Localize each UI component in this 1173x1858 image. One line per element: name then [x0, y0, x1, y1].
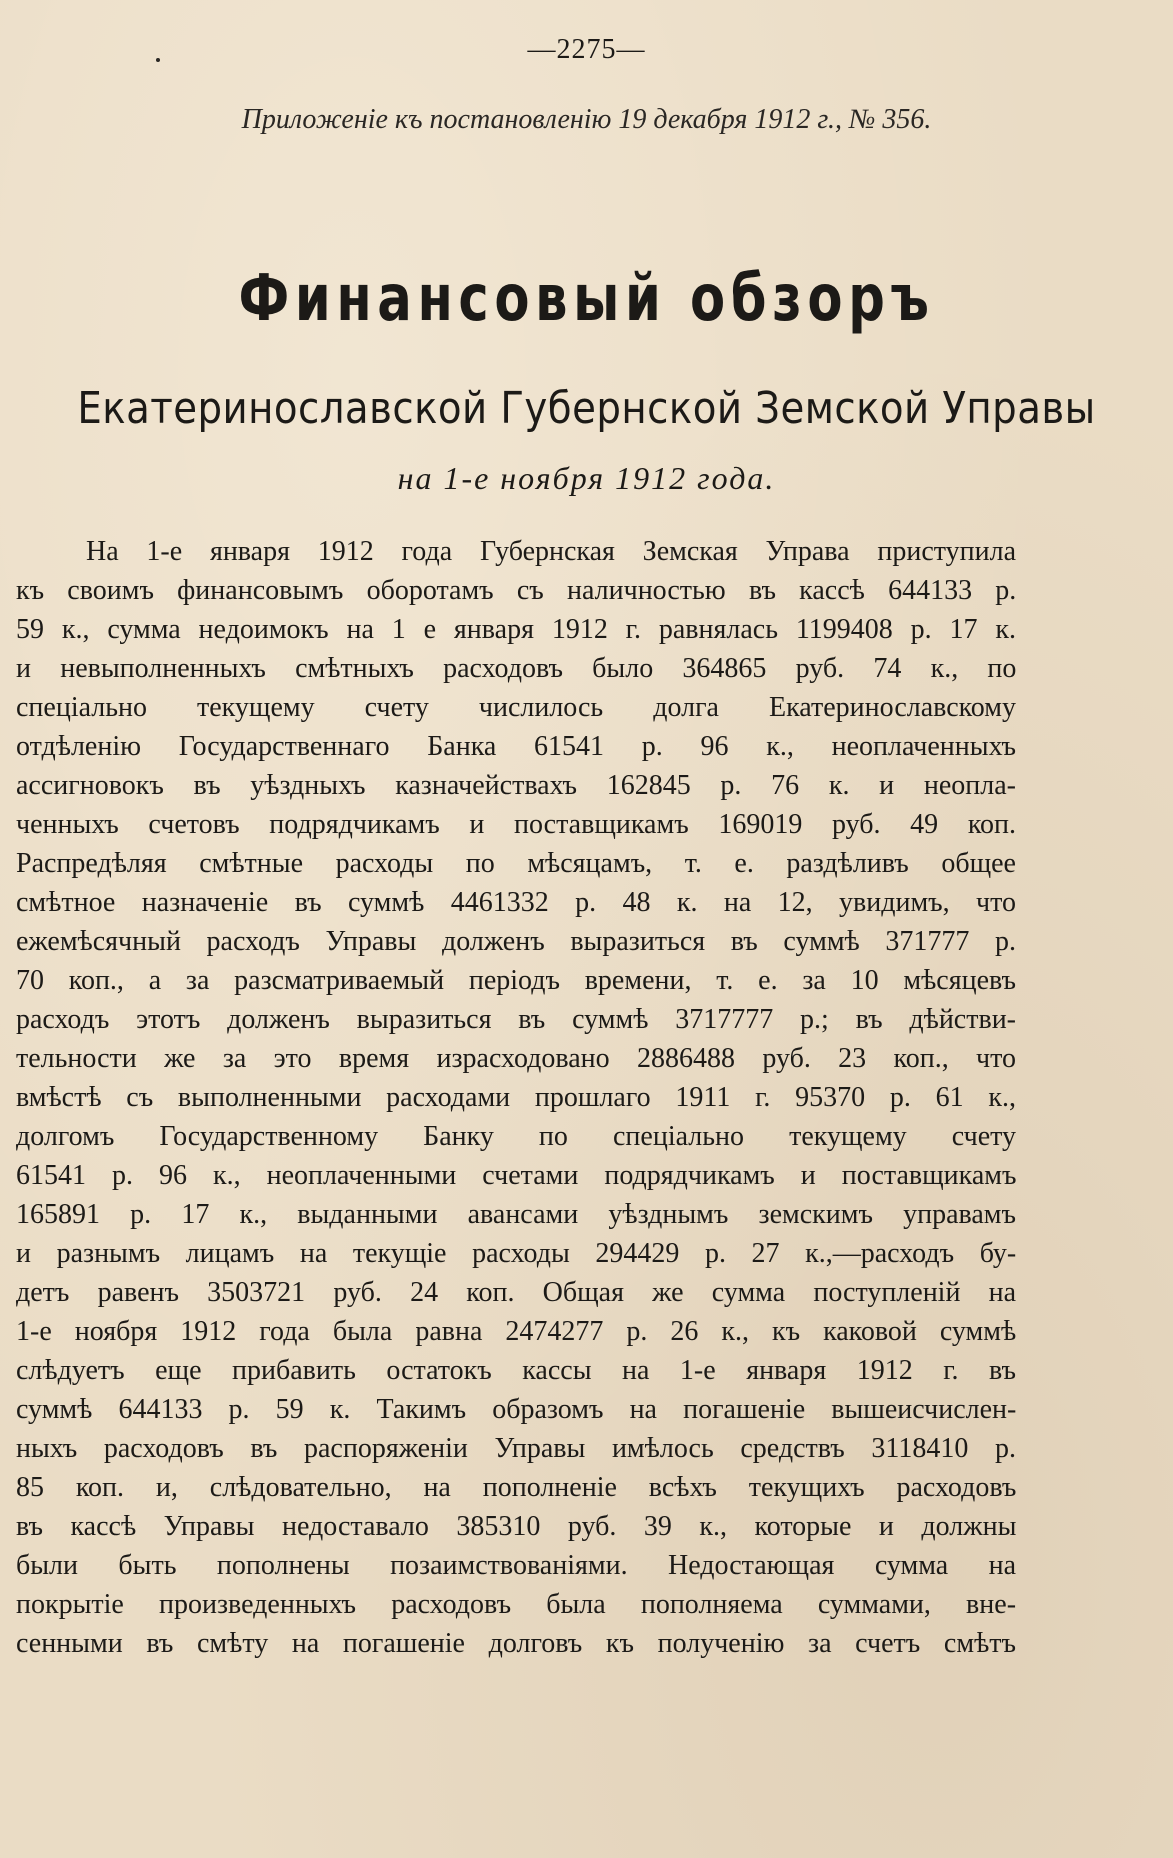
page-number: —2275—: [527, 34, 646, 65]
body-line: смѣтное назначеніе въ суммѣ 4461332 р. 48 к. на 12, увидимъ, что: [16, 887, 1016, 918]
body-line: 61541 р. 96 к., неоплаченными счетами подрядчикамъ и поставщикамъ: [16, 1160, 1017, 1191]
body-line: спеціально текущему счету числилось долга Екатеринославскому: [16, 692, 1016, 723]
body-line: 59 к., сумма недоимокъ на 1 е января 1912 г. равнялась 1199408 р. 17 к.: [16, 614, 1016, 645]
body-line: ченныхъ счетовъ подрядчикамъ и поставщикамъ 169019 руб. 49 коп.: [16, 809, 1016, 840]
body-line: расходъ этотъ долженъ выразиться въ суммѣ 3717777 р.; въ дѣйстви-: [16, 1004, 1016, 1035]
body-line: Распредѣляя смѣтные расходы по мѣсяцамъ, т. е. раздѣливъ общее: [16, 848, 1016, 879]
body-line: слѣдуетъ еще прибавить остатокъ кассы на 1-е января 1912 г. въ: [16, 1355, 1017, 1386]
body-line: ежемѣсячный расходъ Управы долженъ выразиться въ суммѣ 371777 р.: [16, 926, 1016, 957]
document-subtitle: Екатеринославской Губернской Земской Управы: [77, 383, 1096, 434]
body-line: 70 коп., а за разсматриваемый періодъ времени, т. е. за 10 мѣсяцевъ: [16, 965, 1016, 996]
body-line: покрытіе произведенныхъ расходовъ была пополняема суммами, вне-: [16, 1589, 1017, 1620]
body-line: детъ равенъ 3503721 руб. 24 коп. Общая же сумма поступленій на: [16, 1277, 1017, 1308]
body-line: и невыполненныхъ смѣтныхъ расходовъ было 364865 руб. 74 к., по: [16, 653, 1017, 684]
document-title: Финансовый обзоръ: [238, 262, 935, 336]
body-line: тельности же за это время израсходовано 2886488 руб. 23 коп., что: [16, 1043, 1016, 1074]
body-line: къ своимъ финансовымъ оборотамъ съ наличностью въ кассѣ 644133 р.: [16, 575, 1017, 606]
body-line: были быть пополнены позаимствованіями. Недостающая сумма на: [16, 1550, 1016, 1581]
body-line: ныхъ расходовъ въ распоряженіи Управы имѣлось средствъ 3118410 р.: [16, 1433, 1016, 1464]
body-line: 85 коп. и, слѣдовательно, на пополненіе всѣхъ текущихъ расходовъ: [16, 1472, 1017, 1503]
body-line: суммѣ 644133 р. 59 к. Такимъ образомъ на погашеніе вышеисчислен-: [16, 1394, 1017, 1425]
body-line: и разнымъ лицамъ на текущіе расходы 294429 р. 27 к.,—расходъ бу-: [16, 1238, 1017, 1269]
body-line: На 1-е января 1912 года Губернская Земская Управа приступила: [86, 536, 1016, 567]
body-line: въ кассѣ Управы недоставало 385310 руб. 39 к., которые и должны: [16, 1511, 1017, 1542]
report-date: на 1-е ноября 1912 года.: [397, 460, 776, 496]
body-line: 1-е ноября 1912 года была равна 2474277 р. 26 к., къ каковой суммѣ: [16, 1316, 1017, 1347]
body-line: 165891 р. 17 к., выданными авансами уѣзднымъ земскимъ управамъ: [16, 1199, 1016, 1230]
body-line: сенными въ смѣту на погашеніе долговъ къ полученію за счетъ смѣтъ: [16, 1628, 1016, 1659]
body-line: ассигновокъ въ уѣздныхъ казначействахъ 162845 р. 76 к. и неопла-: [16, 770, 1016, 801]
appendix-note: Приложеніе къ постановленію 19 декабря 1912 г., № 356.: [241, 104, 932, 135]
body-paragraph: [16, 532, 1016, 1663]
body-line: вмѣстѣ съ выполненными расходами прошлаго 1911 г. 95370 р. 61 к.,: [16, 1082, 1016, 1113]
body-line: долгомъ Государственному Банку по спеціально текущему счету: [16, 1121, 1016, 1152]
body-line: отдѣленію Государственнаго Банка 61541 р. 96 к., неоплаченныхъ: [16, 731, 1016, 762]
